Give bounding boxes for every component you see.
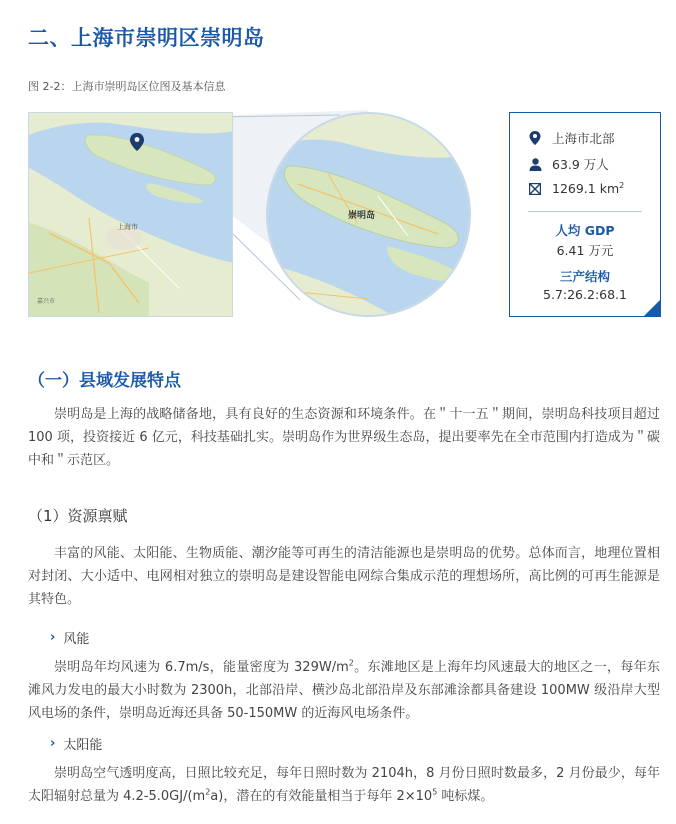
info-structure-value: 5.7:26.2:68.1 bbox=[543, 287, 627, 302]
info-location: 上海市北部 bbox=[552, 131, 615, 146]
info-population-row bbox=[528, 155, 609, 173]
zoomed-map bbox=[266, 112, 471, 317]
map-label-chongming: 崇明岛 bbox=[348, 211, 376, 221]
figure-caption: 图 2-2：上海市崇明岛区位图及基本信息 bbox=[28, 80, 226, 93]
info-structure-label: 三产结构 bbox=[559, 269, 610, 284]
solar-paragraph: 崇明岛空气透明度高，日照比较充足，每年日照时数为 2104h，8 月份日照时数最多，2 月份最少，每年太阳辐射总量为 $4.2-5.0GJ/(m^2a)$，潜在的有效能量相当于每年 $2\times 10^5$ 吨标煤。 bbox=[28, 766, 660, 804]
bullet-wind-label: 风能 bbox=[63, 632, 90, 647]
info-gdp-label: 人均 GDP bbox=[555, 223, 615, 238]
info-population: 63.9 万人 bbox=[552, 157, 609, 172]
bullet-solar-label: 太阳能 bbox=[63, 738, 103, 753]
resources-paragraph: 丰富的风能、太阳能、生物质能、潮汐能等可再生的清洁能源也是崇明岛的优势。总体而言，地理位置相对封闭、大小适中、电网相对独立的崇明岛是建设智能电网综合集成示范的理想场所，高比例的可再生能源是其特色。 bbox=[28, 546, 660, 607]
bullet-wind bbox=[50, 628, 89, 647]
info-card bbox=[509, 112, 661, 317]
subsection-title-resources: （1）资源禀赋 bbox=[28, 507, 128, 525]
chevron-right-icon: › bbox=[50, 630, 56, 645]
card-corner-fold bbox=[643, 299, 661, 317]
area-icon bbox=[528, 182, 542, 196]
overview-map bbox=[28, 112, 233, 317]
section-title-county-features: （一）县域发展特点 bbox=[28, 371, 181, 391]
page-heading: 二、上海市崇明区崇明岛 bbox=[28, 26, 265, 50]
info-divider bbox=[528, 211, 642, 212]
info-area-row bbox=[528, 181, 624, 196]
person-icon bbox=[528, 157, 542, 171]
map-label-shanghai: 上海市 bbox=[117, 223, 138, 231]
bullet-solar bbox=[50, 734, 102, 753]
location-pin-icon bbox=[528, 131, 542, 145]
section-paragraph: 崇明岛是上海的战略储备地，具有良好的生态资源和环境条件。在＂十一五＂期间，崇明岛科技项目超过 100 项，投资接近 6 亿元，科技基础扎实。崇明岛作为世界级生态岛，提出要率先在全市范围内打造成为＂碳中和＂示范区。 bbox=[28, 407, 660, 468]
info-gdp-value: 6.41 万元 bbox=[556, 243, 614, 258]
chevron-right-icon: › bbox=[50, 736, 56, 751]
wind-paragraph: 崇明岛年均风速为 6.7m/s，能量密度为 $329W/m^2$。东滩地区是上海年均风速最大的地区之一，每年东滩风力发电的最大小时数为 2300h，北部沿岸、横沙岛北部沿岸及东部滩涂都具备建设 100MW 级沿岸大型风电场的条件，崇明岛近海还具备 50-150MW 的近海风电场条件。 bbox=[28, 658, 660, 721]
map-label-jiaxing: 嘉兴市 bbox=[37, 298, 56, 305]
info-area: 1269.1 $km^2$ bbox=[552, 180, 625, 196]
info-location-row bbox=[528, 129, 615, 147]
